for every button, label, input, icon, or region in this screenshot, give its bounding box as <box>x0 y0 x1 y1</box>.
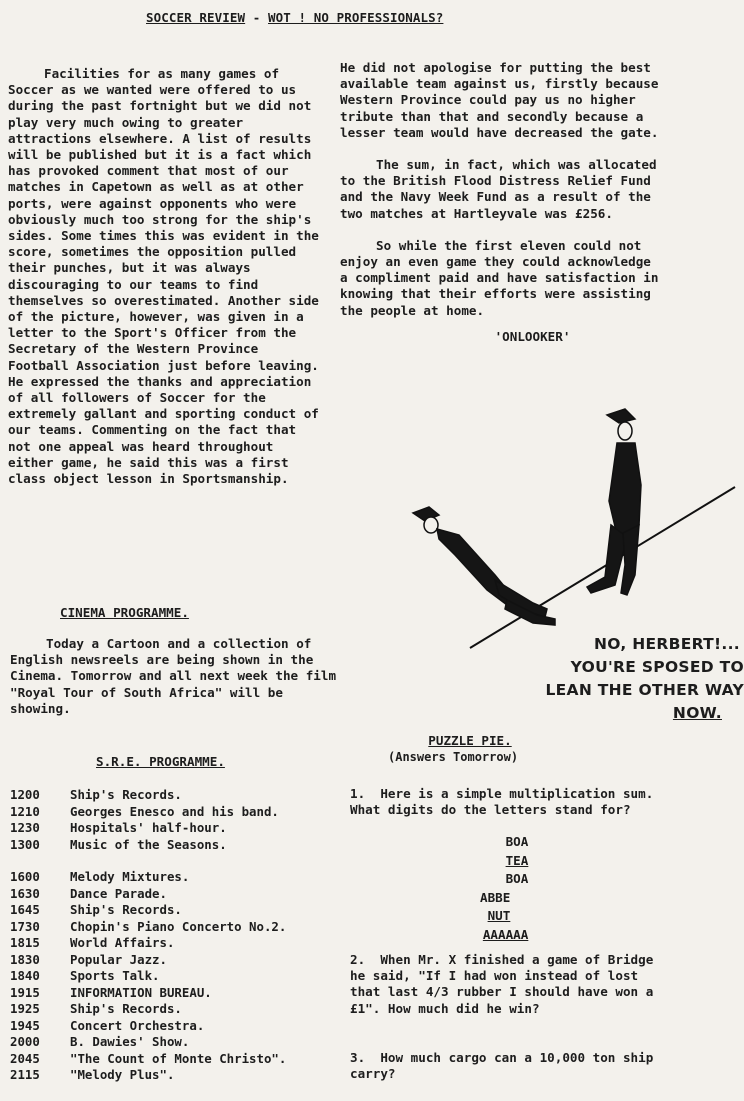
page-title <box>146 10 476 25</box>
programme-time: 1730 <box>10 918 40 934</box>
puzzle-question-2 <box>350 952 670 1017</box>
programme-time: 1645 <box>10 902 40 917</box>
programme-time: 1300 <box>10 836 40 852</box>
programme-time: 1925 <box>10 1001 40 1016</box>
multiplication-sum <box>480 833 528 944</box>
programme-time: 1945 <box>10 1017 40 1033</box>
puzzle-subheading: (Answers Tomorrow) <box>388 750 519 764</box>
programme-item: Dance Parade. <box>70 885 167 901</box>
programme-row <box>10 804 340 821</box>
caption-line: NO, HERBERT!... <box>593 635 740 653</box>
puzzle-question-3 <box>350 1050 670 1082</box>
sre-programme-list <box>10 787 340 1084</box>
programme-item: Concert Orchestra. <box>70 1017 205 1033</box>
programme-time: 1815 <box>10 935 40 950</box>
cartoon-caption <box>494 633 744 725</box>
programme-row <box>10 952 340 969</box>
programme-time: 1630 <box>10 885 40 901</box>
programme-time: 2000 <box>10 1034 40 1049</box>
programme-row <box>10 902 340 919</box>
soccer-article-left <box>8 66 326 503</box>
programme-item: Chopin's Piano Concerto No.2. <box>70 918 287 934</box>
programme-item: Georges Enesco and his band. <box>70 803 279 819</box>
title-main: WOT ! NO PROFESSIONALS? <box>268 10 444 25</box>
question-text: Here is a simple multiplication sum. What digits do the letters stand for? <box>350 786 654 818</box>
question-number: 3. <box>350 1050 366 1065</box>
programme-time: 1200 <box>10 787 40 802</box>
mult-line: ABBE <box>480 889 511 905</box>
programme-row <box>10 1001 340 1018</box>
question-text: When Mr. X finished a game of Bridge he said, "If I had won instead of lost that last 4/3 rubber I should have won a £1". How much did he win? <box>350 952 654 1016</box>
programme-item: "The Count of Monte Christo". <box>70 1050 287 1066</box>
programme-row <box>10 1067 340 1084</box>
puzzle-question-1 <box>350 786 670 818</box>
programme-item: World Affairs. <box>70 935 175 950</box>
caption-line: NOW. <box>672 704 722 722</box>
cartoon-illustration <box>395 405 740 665</box>
programme-item: B. Dawies' Show. <box>70 1034 190 1049</box>
article-paragraph: He did not apologise for putting the best available team against us, firstly because Western Province could pay us no higher tribute than that and secondly because a lesser team would have decreased the gate. <box>340 60 659 140</box>
programme-row <box>10 837 340 854</box>
question-text: How much cargo can a 10,000 ton ship carry? <box>350 1050 654 1082</box>
programme-item: Popular Jazz. <box>70 951 167 967</box>
leaning-figure <box>413 507 555 625</box>
programme-item: Sports Talk. <box>70 968 160 983</box>
programme-item: Ship's Records. <box>70 902 182 917</box>
programme-gap <box>10 853 340 869</box>
mult-line: AAAAAA <box>482 926 529 942</box>
programme-row <box>10 886 340 903</box>
puzzle-heading: PUZZLE PIE. <box>428 733 512 748</box>
programme-row <box>10 1051 340 1068</box>
cinema-section <box>10 636 340 733</box>
title-prefix: SOCCER REVIEW <box>146 10 246 25</box>
programme-item: Ship's Records. <box>70 1001 182 1016</box>
programme-row <box>10 935 340 952</box>
mult-line: NUT <box>487 908 511 923</box>
programme-row <box>10 985 340 1002</box>
article-signature: 'ONLOOKER' <box>494 328 571 344</box>
programme-row <box>10 968 340 985</box>
programme-time: 1915 <box>10 984 40 1000</box>
sre-heading: S.R.E. PROGRAMME. <box>96 754 225 769</box>
programme-row <box>10 1034 340 1051</box>
programme-time: 1210 <box>10 803 40 819</box>
programme-time: 2045 <box>10 1050 40 1066</box>
caption-line: LEAN THE OTHER WAY <box>545 681 744 699</box>
programme-row <box>10 1018 340 1035</box>
programme-item: Melody Mixtures. <box>70 869 190 884</box>
programme-item: Music of the Seasons. <box>70 836 227 852</box>
article-paragraph: Facilities for as many games of Soccer as we wanted were offered to us during the past fortnight but we did not play very much owing to greater attractions elsewhere. A list of results will be published but it is a fact which has provoked comment that most of our matches in Capetown as well as at other ports, were against opponents who were obviously much too strong for the ship's sides. Some times this was evident in the score, sometimes the opposition pulled their punches, but it was always discouraging to our teams to find themselves so overestimated. Another side of the picture, however, was given in a letter to the Sport's Officer from the Secretary of the Western Province Football Association just before leaving. He expressed the thanks and appreciation of all followers of Soccer for the extremely gallant and sporting conduct of our teams. Commenting on the fact that not one appeal was heard throughout either game, he said this was a first class object lesson in Sportsmanship. <box>8 66 319 487</box>
mult-line: TEA <box>505 852 529 868</box>
programme-item: INFORMATION BUREAU. <box>70 984 212 1000</box>
programme-row <box>10 869 340 886</box>
standing-figure <box>587 409 641 595</box>
programme-item: "Melody Plus". <box>70 1067 175 1082</box>
article-paragraph: The sum, in fact, which was allocated to the British Flood Distress Relief Fund and the Navy Week Fund as a result of the two matches at Hartleyvale was £256. <box>340 157 657 221</box>
soccer-article-right <box>340 60 665 361</box>
programme-item: Ship's Records. <box>70 787 182 802</box>
cinema-text: Today a Cartoon and a collection of English newsreels are being shown in the Cinema. Tomorrow and all next week the film "Royal Tour of South Africa" will be showing. <box>10 636 337 716</box>
programme-item: Hospitals' half-hour. <box>70 820 227 835</box>
programme-time: 1600 <box>10 869 40 884</box>
cinema-heading: CINEMA PROGRAMME. <box>60 605 189 620</box>
programme-row <box>10 787 340 804</box>
mult-line: BOA <box>505 871 529 886</box>
mult-line: BOA <box>505 834 529 849</box>
question-number: 1. <box>350 786 366 801</box>
programme-row <box>10 820 340 837</box>
title-separator: - <box>245 10 269 25</box>
question-number: 2. <box>350 952 366 967</box>
programme-time: 1840 <box>10 968 40 983</box>
caption-line: YOU'RE SPOSED TO <box>570 658 744 676</box>
programme-time: 1230 <box>10 820 40 835</box>
article-paragraph: So while the first eleven could not enjoy an even game they could acknowledge a compliment paid and have satisfaction in knowing that their efforts were assisting the people at home. <box>340 237 659 318</box>
programme-time: 2115 <box>10 1067 40 1082</box>
programme-row <box>10 919 340 936</box>
programme-time: 1830 <box>10 951 40 967</box>
